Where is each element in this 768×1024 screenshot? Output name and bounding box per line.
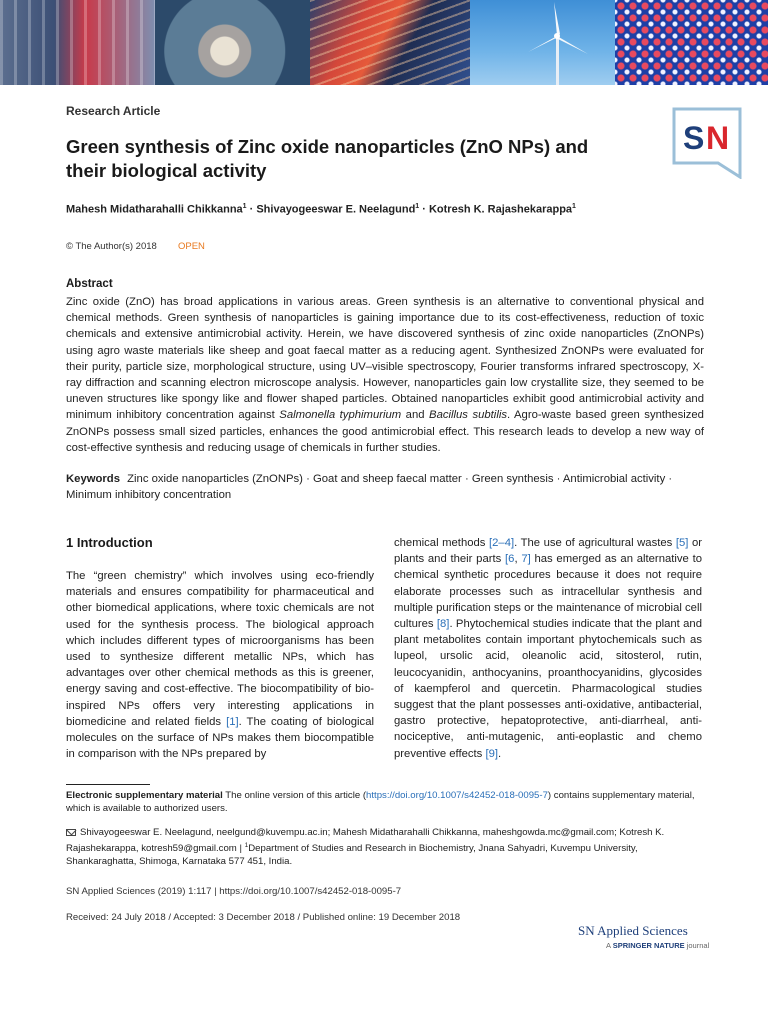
body-text: has emerged as an alternative to chemical synthetic procedures because it does not require elaborate processes such as intracellular synthesis and multiple purification steps or the maintenance of microbial cell cultures: [394, 553, 703, 631]
abstract-text: [66, 294, 704, 456]
section-heading-introduction: 1 Introduction: [66, 535, 153, 550]
banner-image-coil: [310, 0, 470, 85]
keywords: [66, 471, 704, 503]
organism-name: Bacillus subtilis: [429, 409, 507, 422]
banner-image-machine: [155, 0, 310, 85]
author-affiliation: 1: [572, 203, 576, 210]
publication-dates: Received: 24 July 2018 / Accepted: 3 December 2018 / Published online: 19 December 2018: [66, 912, 461, 923]
footnote-divider: [66, 784, 150, 785]
keywords-label: Keywords: [66, 473, 120, 485]
author-name: Shivayogeeswar E. Neelagund: [256, 203, 416, 216]
wind-turbine-icon: [470, 0, 615, 85]
author-separator: ·: [246, 203, 257, 216]
author-affiliation: 1: [415, 203, 420, 210]
citation-link[interactable]: [8]: [436, 618, 450, 631]
envelope-icon: [66, 829, 76, 836]
introduction-column-right: [394, 535, 702, 762]
keywords-list: Zinc oxide nanoparticles (ZnONPs) · Goat and sheep faecal matter · Green synthesis · Antimicrobial activity · Minimum inhibitory concentration: [66, 473, 673, 502]
body-text: . Phytochemical studies indicate that the plant and plant metabolites contain important phytochemicals such as lupeol, ursolic acid, oleanolic acid, sitosterol, rutin, leucocyanidin, anthocyanins, proanthocyanidins, glycosides of kaempferol and quercetin. Pharmacological studies suggest that the plant possesses anti-oxidative, antibacterial, gastro protective, hepatoprotective, anti-diarrheal, anti-nociceptive, anti-mutagenic, anti-eoplastic and chemo preventive effects: [394, 618, 702, 760]
abstract-body: Zinc oxide (ZnO) has broad applications in various areas. Green synthesis is an alternative to conventional physical and chemical methods. Green synthesis of nanoparticles is gaining importance due to its cost-effectiveness, reduction of toxic chemicals and extensive antimicrobial activity. Herein, we have discovered synthesis of zinc oxide nanoparticles (ZnONPs) using agro waste materials like sheep and goat faecal matter as a reducing agent. Synthesized ZnONPs were evaluated for their purity, particle size, morphological structure, using UV–visible spectroscopy, Fourier transforms infrared spectroscopy, X-ray diffraction and scanning electron microscope analysis. However, nanoparticles gain low crystallite size, they seemed to be uneven structures like spongy like and flower shaped particles. Obtained nanoparticles exhibit good antimicrobial activity and minimum inhibitory concentration against: [66, 296, 704, 422]
publisher-suffix: journal: [684, 941, 710, 950]
contact-emails: Shivayogeeswar E. Neelagund, neelgund@kuvempu.ac.in; Mahesh Midatharahalli Chikkanna, maheshgowda.mc@gmail.com; Kotresh K. Rajashekarappa, kotresh59@gmail.com |: [66, 827, 665, 855]
body-text: chemical methods: [394, 537, 489, 549]
author-separator: ·: [419, 203, 429, 216]
banner-image-wind-turbine: [470, 0, 615, 85]
copyright-notice: © The Author(s) 2018: [66, 241, 157, 252]
introduction-column-left: [66, 568, 374, 762]
esm-text: The online version of this article (: [222, 790, 367, 801]
author-name: Kotresh K. Rajashekarappa: [428, 203, 573, 216]
open-access-badge: OPEN: [178, 241, 205, 252]
publisher-prefix: A: [606, 941, 613, 950]
banner-image-lab: [0, 0, 155, 85]
sn-logo: [672, 107, 742, 179]
abstract-body: . Agro-waste based green synthesized ZnONPs possess small sized particles, enhances the good antimicrobial effect. This research leads to develop a new way of cost-effective synthesis and reducing usage of chemicals in further studies.: [66, 409, 704, 454]
banner-image-molecules: [615, 0, 768, 85]
affiliation-marker: 1: [244, 842, 249, 849]
citation-line: SN Applied Sciences (2019) 1:117 | https://doi.org/10.1007/s42452-018-0095-7: [66, 886, 402, 897]
author-list: [66, 203, 576, 216]
svg-text:N: N: [706, 120, 730, 156]
organism-name: Salmonella typhimurium: [279, 409, 402, 422]
citation-link[interactable]: 7]: [521, 553, 531, 566]
body-text: The “green chemistry” which involves using eco-friendly materials and ensures compatibility for pharmaceutical and other biomedical applications, where toxic chemicals are not used for the synthesis process. The biological approach which includes different types of microorganisms has been used to synthesize different metallic NPs, which has advantages over other chemical methods as this is greener, energy saving and cost-effective. The biocompatibility of bio-inspired NPs offers very interesting applications in biomedicine and related fields: [66, 570, 374, 728]
body-text: . The use of agricultural wastes: [514, 537, 676, 549]
header-banner: [0, 0, 768, 85]
body-text: or plants and their parts: [394, 537, 702, 566]
doi-link[interactable]: https://doi.org/10.1007/s42452-018-0095-7: [366, 790, 548, 801]
author-affiliation: 1: [242, 203, 247, 210]
article-type: Research Article: [66, 104, 161, 118]
citation-link[interactable]: [2–4]: [489, 537, 515, 549]
citation-link[interactable]: [6: [505, 553, 515, 566]
publisher-line: [606, 941, 709, 950]
affiliation-text: Department of Studies and Research in Biochemistry, Jnana Sahyadri, Kuvempu University, Shankaraghatta, Shimoga, Karnataka 577 451, India.: [66, 843, 638, 868]
article-title: Green synthesis of Zinc oxide nanoparticles (ZnO NPs) and their biological activity: [66, 136, 589, 181]
esm-label: Electronic supplementary material: [66, 790, 223, 801]
abstract-heading: Abstract: [66, 278, 113, 290]
author-name: Mahesh Midatharahalli Chikkanna: [66, 203, 243, 216]
body-text: ,: [514, 553, 522, 566]
supplementary-material-note: [66, 789, 706, 815]
esm-text: ) contains supplementary material, which is available to authorized users.: [66, 790, 695, 814]
svg-text:S: S: [683, 120, 705, 156]
correspondence-note: [66, 826, 706, 868]
citation-link[interactable]: [9]: [485, 747, 499, 760]
body-text: . The coating of biological molecules on the surface of NPs makes them biocompatible in comparison with the NPs prepared by: [66, 715, 374, 761]
publisher-name: SPRINGER NATURE: [612, 941, 685, 950]
journal-name: SN Applied Sciences: [578, 923, 688, 938]
body-text: .: [498, 747, 502, 760]
citation-link[interactable]: [5]: [675, 537, 689, 549]
citation-link[interactable]: [1]: [226, 715, 239, 728]
abstract-conjunction: and: [401, 409, 430, 422]
